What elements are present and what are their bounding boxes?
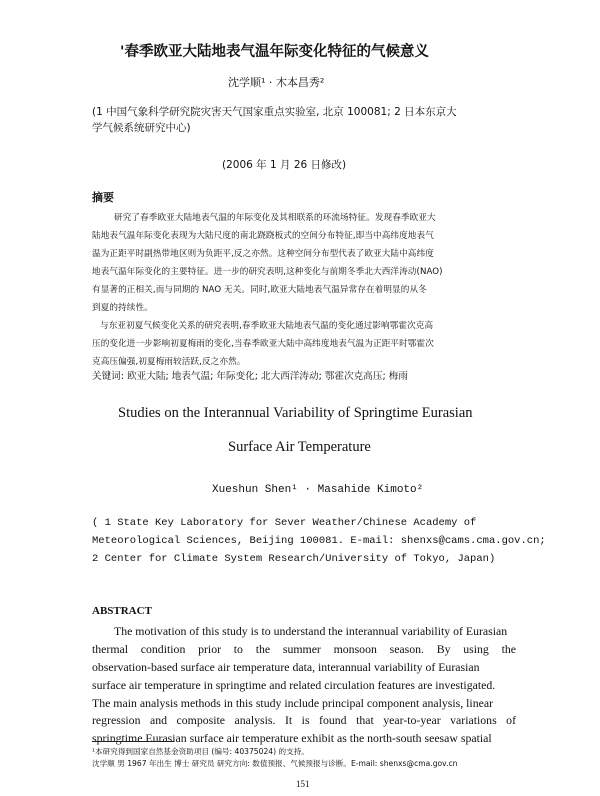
keywords-chinese: 关键词: 欧亚大陆; 地表气温; 年际变化; 北大西洋涛动; 鄂霍次克高压; 梅雨 [92, 371, 408, 382]
abstract-heading-chinese: 摘要 [92, 191, 114, 204]
affiliation-english-line: Meteorological Sciences, Beijing 100081. E-mail: shenxs@cams.cma.gov.cn; [92, 535, 546, 547]
title-chinese: '春季欧亚大陆地表气温年际变化特征的气候意义 [120, 44, 429, 60]
abstract-chinese-line: 陆地表气温年际变化表现为大陆尺度的南北跷跷板式的空间分布特征,即当中高纬度地表气 [92, 231, 434, 241]
affiliation-chinese-line: (1 中国气象科学研究院灾害天气国家重点实验室, 北京 100081; 2 日本东京大 [92, 106, 457, 118]
abstract-chinese-line: 克高压偏强,初夏梅雨较活跃,反之亦然。 [92, 357, 246, 367]
affiliation-english-line: 2 Center for Climate System Research/University of Tokyo, Japan) [92, 553, 496, 565]
affiliation-chinese-line: 学气候系统研究中心) [92, 122, 191, 134]
affiliation-english-line: ( 1 State Key Laboratory for Sever Weather/Chinese Academy of [92, 517, 477, 529]
abstract-chinese-line: 研究了春季欧亚大陆地表气温的年际变化及其相联系的环流场特征。发现春季欧亚大 [114, 213, 436, 223]
abstract-heading-english: ABSTRACT [92, 605, 152, 617]
title-english-line: Surface Air Temperature [228, 439, 371, 455]
abstract-english-line: observation-based surface air temperature data, interannual variability of Eurasian [92, 660, 480, 674]
abstract-english-line: surface air temperature in springtime and related circulation features are investigated. [92, 678, 496, 692]
title-english-line: Studies on the Interannual Variability of Springtime Eurasian [118, 405, 473, 421]
abstract-english-line: The main analysis methods in this study include principal component analysis, linear [92, 696, 494, 710]
abstract-chinese-line: 有显著的正相关,而与同期的 NAO 无关。同时,欧亚大陆地表气温异常存在着明显的从冬 [92, 285, 427, 295]
abstract-chinese-line: 温为正距平时副热带地区则为负距平,反之亦然。这种空间分布型代表了欧亚大陆中高纬度 [92, 249, 434, 259]
revision-date: (2006 年 1 月 26 日修改) [222, 159, 347, 171]
abstract-english-line: thermal condition prior to the summer monsoon season. By using the [92, 642, 516, 656]
abstract-chinese-line: 压的变化进一步影响初夏梅雨的变化,当春季欧亚大陆中高纬度地表气温为正距平时鄂霍次 [92, 339, 434, 349]
abstract-english-line: springtime Eurasian surface air temperature exhibit as the north-south seesaw spatial [92, 731, 492, 745]
authors-english: Xueshun Shen¹ · Masahide Kimoto² [212, 484, 424, 496]
abstract-english-line: The motivation of this study is to understand the interannual variability of Eurasian [114, 624, 508, 638]
abstract-chinese-line: 地表气温年际变化的主要特征。进一步的研究表明,这种变化与前期冬季北大西洋涛动(NAO) [92, 267, 443, 277]
abstract-chinese-line: 与东亚初夏气候变化关系的研究表明,春季欧亚大陆地表气温的变化通过影响鄂霍次克高 [100, 321, 434, 331]
page-number: 151 [296, 779, 310, 789]
footnote-funding: ¹本研究得到国家自然基金资助项目 (编号: 40375024) 的支持。 [92, 747, 309, 756]
abstract-chinese-line: 到夏的持续性。 [92, 303, 153, 313]
footnote-author-bio: 沈学顺 男 1967 年出生 博士 研究员 研究方向: 数值预报、气候预报与诊断。E-mail: shenxs@cma.gov.cn [92, 759, 458, 768]
footnote-divider [92, 741, 174, 742]
abstract-english-line: regression and composite analysis. It is found that year-to-year variations of [92, 713, 516, 727]
authors-chinese: 沈学顺¹ · 木本昌秀² [228, 76, 325, 89]
